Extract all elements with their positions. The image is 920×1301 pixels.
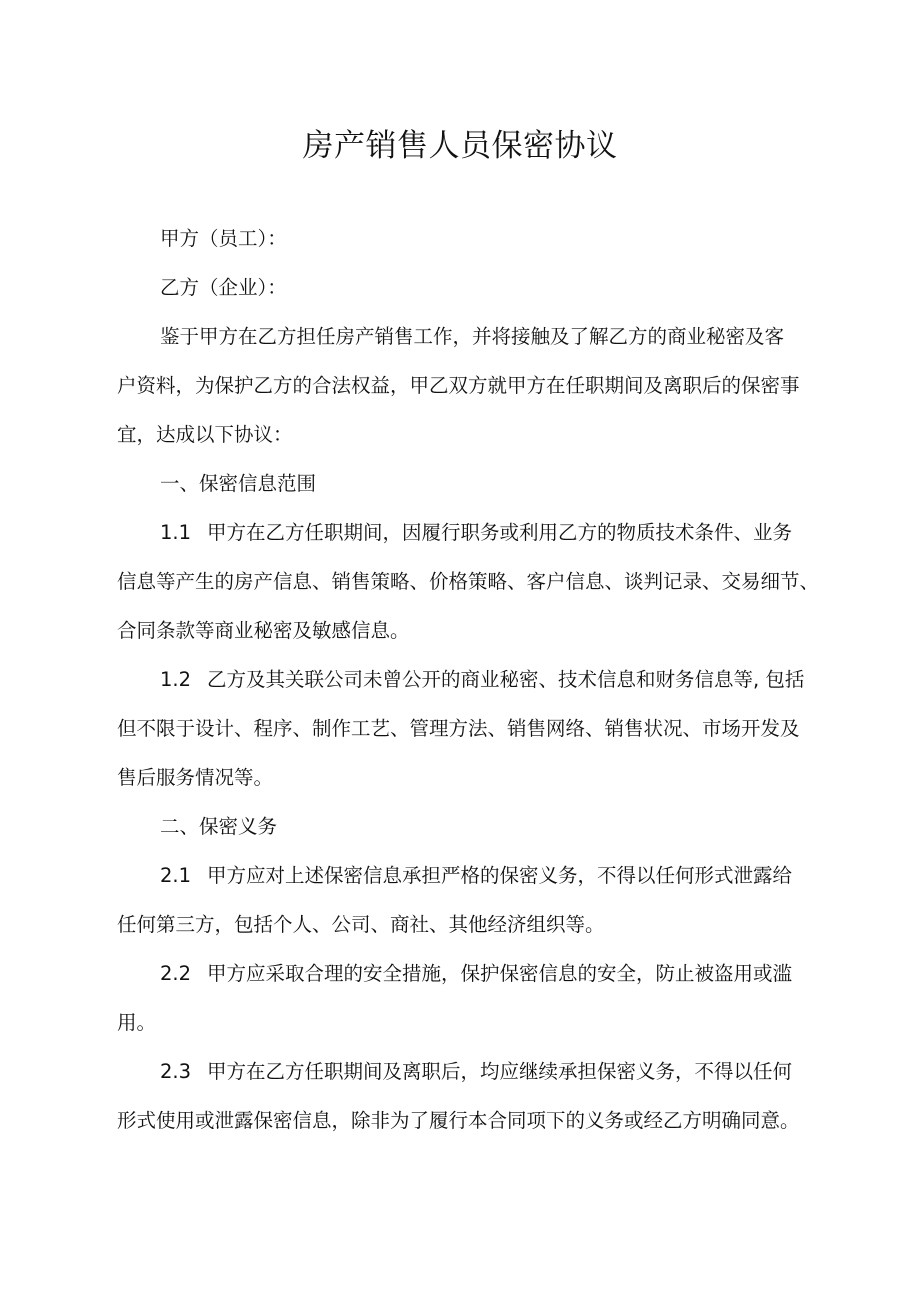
preamble-line-2: 户资料，为保护乙方的合法权益，甲乙双方就甲方在任职期间及离职后的保密事 (117, 374, 800, 397)
clause-number: 2.1 (160, 864, 192, 887)
clause-text: 甲方在乙方任职期间，因履行职务或利用乙方的物质技术条件、业务 (207, 521, 793, 544)
section-1-heading: 一、保密信息范围 (160, 472, 317, 495)
party-b-line: 乙方（企业）： (160, 276, 287, 299)
clause-number: 2.2 (160, 962, 192, 985)
clause-1-1-line-2: 信息等产生的房产信息、销售策略、价格策略、客户信息、谈判记录、交易细节、 (117, 570, 820, 593)
clause-text: 乙方及其关联公司未曾公开的商业秘密、技术信息和财务信息等, 包括 (207, 668, 805, 691)
clause-1-1-line-1 (160, 508, 860, 557)
clause-2-1-line-2: 任何第三方，包括个人、公司、商社、其他经济组织等。 (117, 913, 605, 936)
party-a-line: 甲方（员工）： (160, 227, 287, 250)
clause-2-3-line-1 (160, 1047, 860, 1096)
clause-2-2-line-1 (160, 949, 860, 998)
clause-2-1-line-1 (160, 851, 860, 900)
clause-1-2-line-3: 售后服务情况等。 (117, 766, 274, 789)
clause-number: 2.3 (160, 1060, 192, 1083)
clause-2-2-line-2: 用。 (117, 1011, 157, 1034)
clause-2-3-line-2: 形式使用或泄露保密信息，除非为了履行本合同项下的义务或经乙方明确同意。 (117, 1109, 800, 1132)
clause-1-2-line-2: 但不限于设计、程序、制作工艺、管理方法、销售网络、销售状况、市场开发及 (117, 717, 800, 740)
clause-1-1-line-3: 合同条款等商业秘密及敏感信息。 (117, 619, 410, 642)
clause-text: 甲方应采取合理的安全措施，保护保密信息的安全，防止被盗用或滥 (207, 962, 793, 985)
preamble-line-1: 鉴于甲方在乙方担任房产销售工作，并将接触及了解乙方的商业秘密及客 (160, 325, 785, 348)
clause-number: 1.1 (160, 521, 192, 544)
clause-1-2-line-1 (160, 655, 860, 704)
preamble-line-3: 宜，达成以下协议： (117, 423, 293, 446)
section-2-heading: 二、保密义务 (160, 815, 278, 838)
document-title: 房产销售人员保密协议 (302, 128, 618, 164)
clause-number: 1.2 (160, 668, 192, 691)
clause-text: 甲方应对上述保密信息承担严格的保密义务，不得以任何形式泄露给 (207, 864, 793, 887)
clause-text: 甲方在乙方任职期间及离职后，均应继续承担保密义务，不得以任何 (207, 1060, 793, 1083)
